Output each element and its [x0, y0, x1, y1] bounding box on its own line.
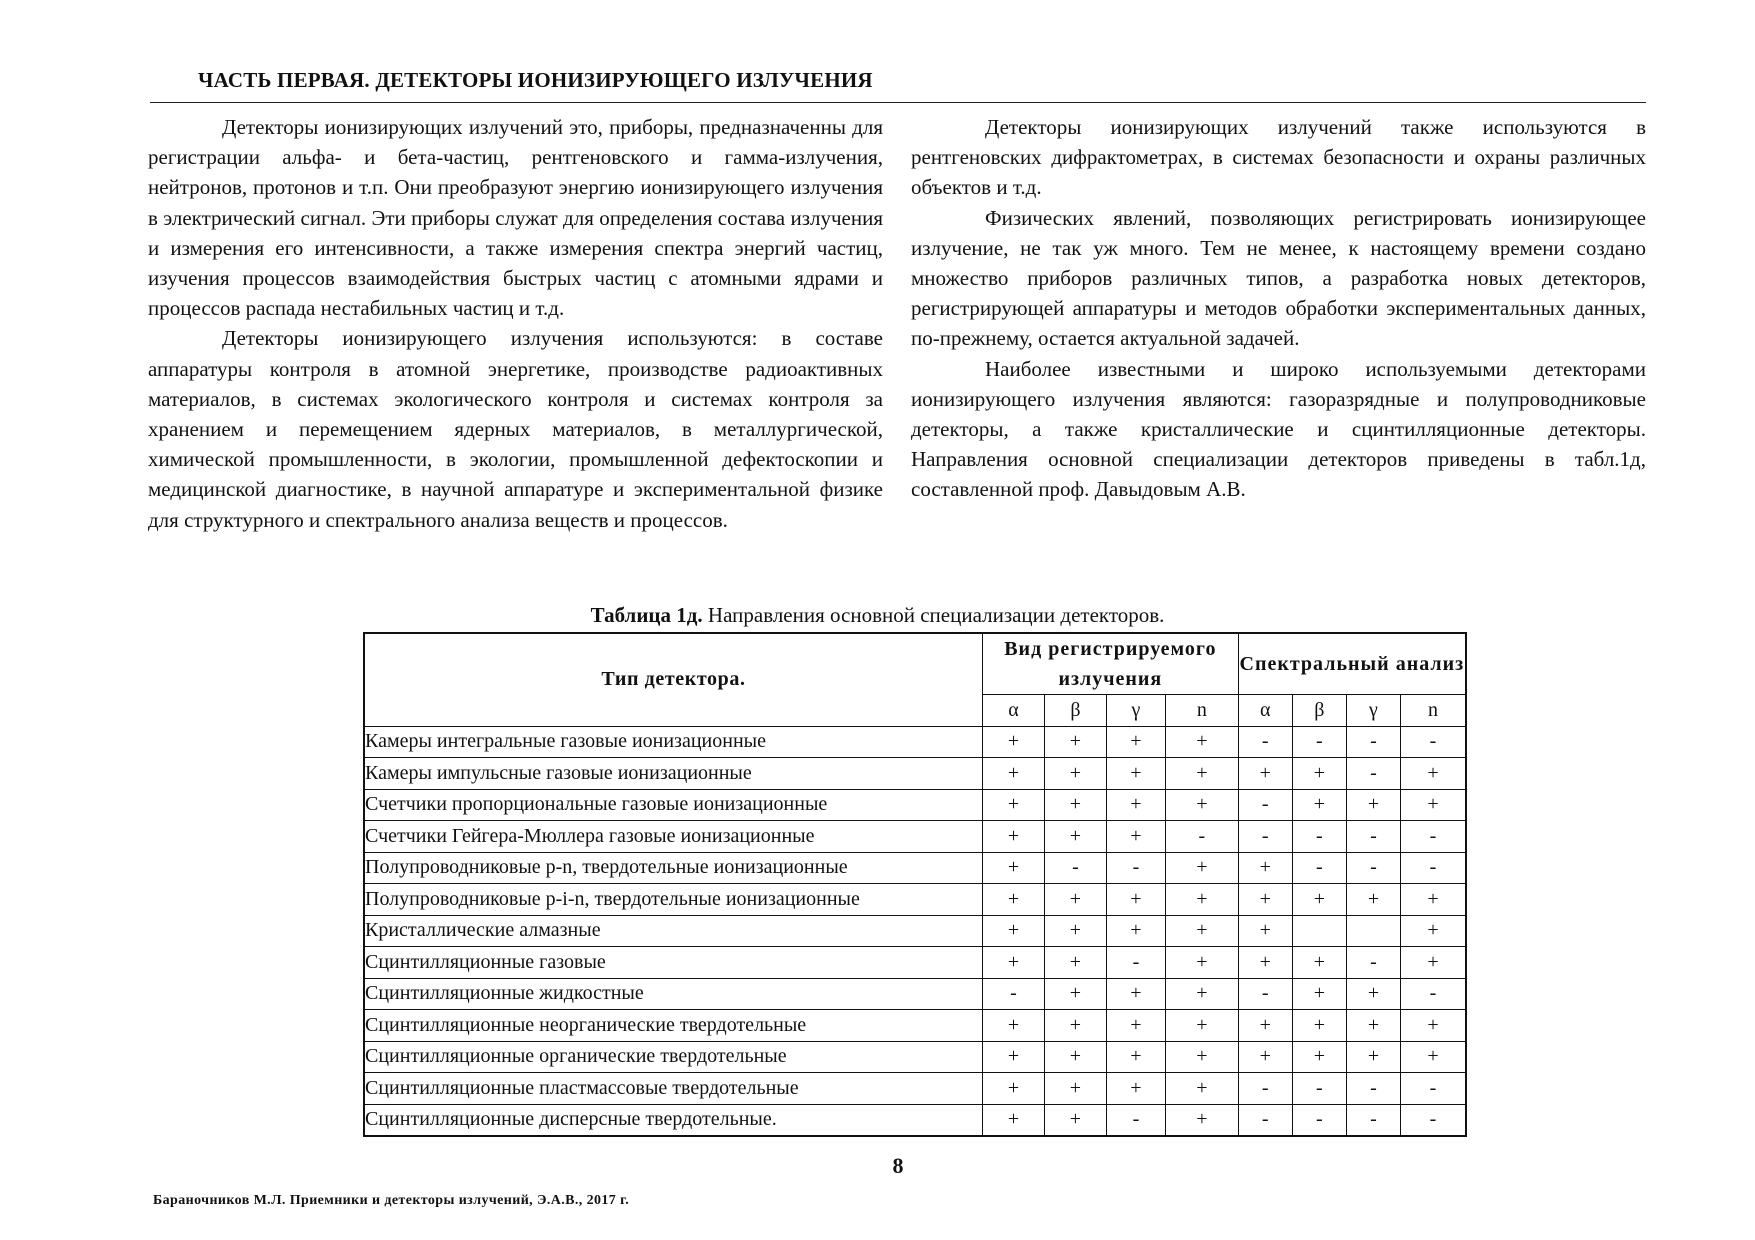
table-row: [364, 789, 1466, 821]
table-header-row: [364, 633, 1466, 695]
table-cell: +: [1165, 1041, 1238, 1073]
table-cell: +: [1292, 1010, 1346, 1042]
table-cell: +: [1238, 915, 1292, 947]
table-caption: [0, 603, 1755, 628]
subheader-beta: β: [1292, 695, 1346, 727]
table-cell: +: [1165, 915, 1238, 947]
table-cell: -: [1292, 726, 1346, 758]
table-cell: -: [1106, 947, 1165, 979]
paragraph: Физических явлений, позволяющих регистрировать ионизирующее излучение, не так уж много. Тем не менее, к настоящему времени создано множество приборов различных типов, а разработка новых детекторов, регистрирующей аппаратуры и методов обработки экспериментальных данных, по-прежнему, остается актуальной задачей.: [911, 205, 1646, 351]
table-cell: -: [1292, 1104, 1346, 1136]
table-cell: +: [982, 884, 1044, 916]
table-cell: -: [1292, 821, 1346, 853]
table-cell: +: [1292, 947, 1346, 979]
table-cell: +: [1238, 947, 1292, 979]
detector-name-cell: Полупроводниковые p-i-n, твердотельные ионизационные: [364, 884, 982, 916]
table-row: [364, 884, 1466, 916]
table-cell: -: [1238, 1104, 1292, 1136]
table-cell: +: [1165, 1073, 1238, 1105]
table-cell: +: [1044, 758, 1106, 790]
table-cell: +: [982, 1010, 1044, 1042]
table-cell: +: [1292, 1041, 1346, 1073]
table-cell: +: [1106, 789, 1165, 821]
table-cell: +: [1238, 1010, 1292, 1042]
table-cell: +: [1106, 758, 1165, 790]
table-cell: +: [1165, 758, 1238, 790]
table-cell: +: [1346, 1010, 1400, 1042]
table-row: [364, 821, 1466, 853]
table-cell: -: [1346, 1104, 1400, 1136]
table-row: [364, 758, 1466, 790]
table-cell: +: [982, 915, 1044, 947]
table-cell: +: [1165, 978, 1238, 1010]
table-cell: +: [1106, 726, 1165, 758]
table-cell: +: [1106, 821, 1165, 853]
table-cell: +: [1044, 821, 1106, 853]
paragraph: Детекторы ионизирующих излучений это, приборы, предназначенны для регистрации альфа- и бета-частиц, рентгеновского и гамма-излучения, нейтронов, протонов и т.п. Они преобразуют энергию ионизирующего излучения в электрический сигнал. Эти приборы служат для определения состава излучения и измерения его интенсивности, а также измерения спектра энергий частиц, изучения процессов взаимодействия быстрых частиц с атомными ядрами и процессов распада нестабильных частиц и т.д.: [148, 115, 883, 321]
table-cell: +: [1401, 758, 1466, 790]
detector-name-cell: Счетчики Гейгера-Мюллера газовые ионизационные: [364, 821, 982, 853]
header-spectral-analysis: Спектральный анализ: [1238, 633, 1466, 695]
table-cell: +: [982, 821, 1044, 853]
table-cell: -: [1238, 1073, 1292, 1105]
table-caption-label: Таблица 1д.: [590, 603, 703, 627]
table-cell: +: [1044, 726, 1106, 758]
table-row: [364, 1104, 1466, 1136]
subheader-alpha: α: [982, 695, 1044, 727]
header-radiation-type: Вид регистрируемого излучения: [982, 633, 1238, 695]
table-cell: -: [982, 978, 1044, 1010]
header-rule: [150, 102, 1646, 103]
table-cell: +: [1238, 884, 1292, 916]
table-cell: -: [1346, 947, 1400, 979]
table-cell: +: [1401, 947, 1466, 979]
table-cell: -: [1346, 821, 1400, 853]
table-cell: +: [982, 789, 1044, 821]
footer-citation: Бараночников М.Л. Приемники и детекторы излучений, Э.А.В., 2017 г.: [153, 1193, 630, 1208]
table-cell: -: [1165, 821, 1238, 853]
table-cell: +: [982, 1104, 1044, 1136]
table-cell: +: [1401, 1010, 1466, 1042]
table-cell: -: [1044, 852, 1106, 884]
table-cell: +: [1106, 1010, 1165, 1042]
detector-name-cell: Сцинтилляционные органические твердотельные: [364, 1041, 982, 1073]
table-cell: +: [1292, 758, 1346, 790]
table-cell: +: [1401, 1041, 1466, 1073]
table-cell: +: [1292, 978, 1346, 1010]
table-cell: -: [1401, 1104, 1466, 1136]
table-cell: -: [1292, 852, 1346, 884]
table-row: [364, 947, 1466, 979]
table-cell: +: [1401, 884, 1466, 916]
table-cell: -: [1401, 852, 1466, 884]
table-cell: +: [1044, 947, 1106, 979]
table-cell: +: [1238, 1041, 1292, 1073]
table-cell: [1346, 915, 1400, 947]
subheader-neutron: n: [1401, 695, 1466, 727]
table-cell: +: [982, 1073, 1044, 1105]
running-header: ЧАСТЬ ПЕРВАЯ. ДЕТЕКТОРЫ ИОНИЗИРУЮЩЕГО ИЗЛУЧЕНИЯ: [198, 68, 873, 92]
table-cell: -: [1238, 726, 1292, 758]
detector-specialization-table: [363, 632, 1467, 1137]
subheader-neutron: n: [1165, 695, 1238, 727]
table-cell: +: [1292, 884, 1346, 916]
header-detector-type: Тип детектора.: [364, 633, 982, 726]
subheader-gamma: γ: [1106, 695, 1165, 727]
table-body: [364, 726, 1466, 1136]
detector-name-cell: Счетчики пропорциональные газовые ионизационные: [364, 789, 982, 821]
table-cell: +: [982, 1041, 1044, 1073]
table-cell: +: [982, 758, 1044, 790]
table-cell: +: [1346, 884, 1400, 916]
table-cell: -: [1238, 978, 1292, 1010]
table-row: [364, 1010, 1466, 1042]
table-cell: +: [1165, 852, 1238, 884]
table-cell: +: [982, 852, 1044, 884]
table-cell: +: [1401, 789, 1466, 821]
detector-name-cell: Полупроводниковые p-n, твердотельные ионизационные: [364, 852, 982, 884]
table-cell: +: [1165, 1010, 1238, 1042]
table-cell: +: [1165, 726, 1238, 758]
table-cell: +: [1346, 978, 1400, 1010]
page-number: 8: [892, 1153, 904, 1178]
subheader-beta: β: [1044, 695, 1106, 727]
table-cell: +: [1044, 1073, 1106, 1105]
detector-name-cell: Камеры интегральные газовые ионизационные: [364, 726, 982, 758]
table-row: [364, 1073, 1466, 1105]
table-cell: -: [1106, 852, 1165, 884]
table-cell: +: [1165, 1104, 1238, 1136]
table-cell: +: [1165, 947, 1238, 979]
table-cell: -: [1238, 821, 1292, 853]
table-cell: +: [1106, 978, 1165, 1010]
table-cell: +: [1044, 884, 1106, 916]
table-cell: -: [1292, 1073, 1346, 1105]
table-caption-text: Направления основной специализации детекторов.: [702, 603, 1165, 627]
table-cell: +: [1238, 758, 1292, 790]
table-cell: +: [1165, 789, 1238, 821]
table-cell: +: [1292, 789, 1346, 821]
table-row: [364, 1041, 1466, 1073]
text-column-left: [148, 112, 883, 535]
table-cell: -: [1346, 758, 1400, 790]
table-cell: +: [1106, 1073, 1165, 1105]
table-cell: +: [1346, 789, 1400, 821]
detector-name-cell: Сцинтилляционные дисперсные твердотельные.: [364, 1104, 982, 1136]
table-cell: -: [1346, 852, 1400, 884]
table-cell: +: [1106, 884, 1165, 916]
table-row: [364, 852, 1466, 884]
table-cell: -: [1346, 726, 1400, 758]
subheader-alpha: α: [1238, 695, 1292, 727]
paragraph: Детекторы ионизирующего излучения используются: в составе аппаратуры контроля в атомной энергетике, производстве радиоактивных материалов, в системах экологического контроля и системах контроля за хранением и перемещением ядерных материалов, в металлургической, химической промышленности, в экологии, промышленной дефектоскопии и медицинской диагностике, в научной аппаратуре и экспериментальной физике для структурного и спектрального анализа веществ и процессов.: [148, 326, 883, 532]
table-cell: -: [1401, 726, 1466, 758]
table-cell: +: [1044, 1104, 1106, 1136]
table-cell: +: [1401, 915, 1466, 947]
detector-name-cell: Сцинтилляционные газовые: [364, 947, 982, 979]
table-row: [364, 726, 1466, 758]
detector-name-cell: Кристаллические алмазные: [364, 915, 982, 947]
table-cell: -: [1401, 978, 1466, 1010]
table-cell: +: [1044, 1041, 1106, 1073]
table-cell: +: [1044, 1010, 1106, 1042]
text-column-right: [911, 112, 1646, 505]
detector-name-cell: Сцинтилляционные жидкостные: [364, 978, 982, 1010]
table-cell: +: [1044, 915, 1106, 947]
table-cell: +: [1346, 1041, 1400, 1073]
table-cell: +: [1106, 915, 1165, 947]
table-cell: [1292, 915, 1346, 947]
table-row: [364, 978, 1466, 1010]
table-cell: -: [1401, 1073, 1466, 1105]
table-cell: +: [1165, 884, 1238, 916]
table-cell: -: [1346, 1073, 1400, 1105]
table-cell: -: [1238, 789, 1292, 821]
table-cell: -: [1401, 821, 1466, 853]
detector-name-cell: Сцинтилляционные пластмассовые твердотельные: [364, 1073, 982, 1105]
paragraph: Детекторы ионизирующих излучений также используются в рентгеновских дифрактометрах, в системах безопасности и охраны различных объектов и т.д.: [911, 115, 1646, 200]
table-cell: +: [982, 726, 1044, 758]
table-cell: +: [1238, 852, 1292, 884]
table-row: [364, 915, 1466, 947]
table-cell: +: [1044, 978, 1106, 1010]
paragraph: Наиболее известными и широко используемыми детекторами ионизирующего излучения являются: газоразрядные и полупроводниковые детекторы, а также кристаллические и сцинтилляционные детекторы. Направления основной специализации детекторов приведены в табл.1д, составленной проф. Давыдовым А.В.: [911, 356, 1646, 502]
detector-name-cell: Камеры импульсные газовые ионизационные: [364, 758, 982, 790]
detector-name-cell: Сцинтилляционные неорганические твердотельные: [364, 1010, 982, 1042]
subheader-gamma: γ: [1346, 695, 1400, 727]
table-cell: -: [1106, 1104, 1165, 1136]
table-cell: +: [1044, 789, 1106, 821]
table-cell: +: [1106, 1041, 1165, 1073]
table-cell: +: [982, 947, 1044, 979]
